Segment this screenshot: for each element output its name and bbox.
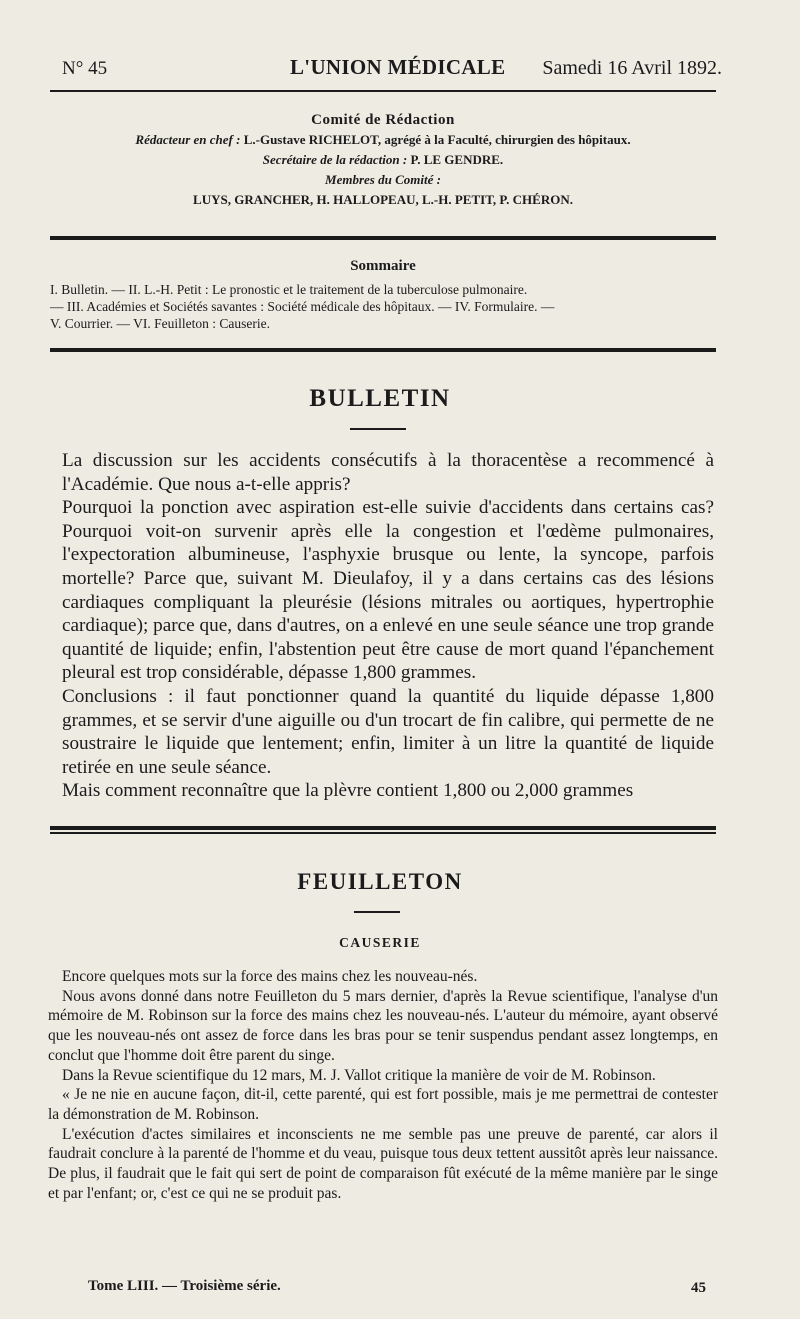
bulletin-paragraph: Pourquoi la ponction avec aspiration est-elle suivie d'accidents dans certains cas? Pourquoi voit-on survenir après elle la congestion et l'œdème pulmonaires, l'expectoration albumineuse, l'asphyxie brusque ou lente, la syncope, parfois mortelle? Parce que, suivant M. Dieulafoy, il y a dans certains cas des lésions cardiaques compliquant la pleurésie (lésions mitrales ou aortiques, hypertrophie cardiaque); parce que, dans d'autres, on a enlevé en une seule séance une trop grande quantité de liquide; enfin, l'abstention peut être cause de mort quand l'épanchement pleural est trop considérable, dépasse 1,800 grammes. <box>62 497 714 684</box>
sommaire-line: I. Bulletin. — II. L.-H. Petit : Le pronostic et le traitement de la tuberculose pulmonaire. <box>50 282 528 297</box>
editor-name: L.-Gustave RICHELOT, agrégé à la Faculté, chirurgien des hôpitaux. <box>243 132 631 147</box>
bulletin-paragraph: La discussion sur les accidents consécutifs à la thoracentèse a recommencé à l'Académie. Que nous a-t-elle appris? <box>62 450 714 495</box>
section-rule <box>50 826 716 830</box>
feuilleton-paragraph: Nous avons donné dans notre Feuilleton du 5 mars dernier, d'après la Revue scientifique, l'analyse d'un mémoire de M. Robinson sur la force des mains chez les nouveau-nés. L'auteur du mémoire, ayant observé que les nouveau-nés ont assez de force dans les bras pour se tenir suspendus pendant assez longtemps, en conclut que l'homme doit être parent du singe. <box>48 987 718 1064</box>
feuilleton-paragraph: « Je ne nie en aucune façon, dit-il, cette parenté, qui est fort possible, mais je me permettrai de contester la démonstration de M. Robinson. <box>48 1086 718 1123</box>
feuilleton-paragraph: L'exécution d'actes similaires et inconscients ne me semble pas une preuve de parenté, car alors il faudrait conclure à la parenté de l'homme et du veau, puisque tous deux tettent aussitôt après leur naissance. De plus, il faudrait que le fait qui sert de point de comparaison fût exécuté de la même manière par le singe et par l'enfant; or, c'est ce qui ne se produit pas. <box>48 1125 718 1202</box>
feuilleton-text <box>48 967 718 1203</box>
editor-role: Rédacteur en chef : <box>135 132 241 147</box>
table-of-contents <box>50 258 716 332</box>
issue-date: Samedi 16 Avril 1892. <box>542 57 722 79</box>
bulletin-text <box>62 449 714 803</box>
members-role: Membres du Comité : <box>325 172 441 187</box>
volume-info: Tome LIII. — Troisième série. <box>88 1278 281 1294</box>
bulletin-paragraph: Conclusions : il faut ponctionner quand la quantité du liquide dépasse 1,800 grammes, et se servir d'une aiguille ou d'un trocart de fin calibre, qui permette de ne soustraire le liquide que lentement; enfin, limiter à un litre la quantité de liquide retirée en une seule séance. <box>62 685 714 778</box>
sommaire-rule <box>50 348 716 352</box>
bulletin-title-rule <box>350 428 406 430</box>
page-header <box>62 52 722 86</box>
secretary-line <box>50 150 716 170</box>
editorial-committee <box>50 110 716 210</box>
section-rule-thin <box>50 832 716 834</box>
page-number: 45 <box>691 1280 706 1296</box>
causerie-heading: CAUSERIE <box>339 935 421 950</box>
bulletin-title: BULLETIN <box>309 385 451 412</box>
secretary-name: P. LE GENDRE. <box>410 152 504 167</box>
page-footer <box>88 1278 706 1302</box>
committee-title: Comité de Rédaction <box>311 112 455 128</box>
journal-title: L'UNION MÉDICALE <box>290 55 506 79</box>
editor-line <box>50 130 716 150</box>
sommaire-title: Sommaire <box>350 258 416 274</box>
bulletin-paragraph: Mais comment reconnaître que la plèvre contient 1,800 ou 2,000 grammes <box>62 780 634 802</box>
feuilleton-paragraph: Dans la Revue scientifique du 12 mars, M. J. Vallot critique la manière de voir de M. Robinson. <box>62 1066 656 1084</box>
issue-number: N° 45 <box>62 58 108 79</box>
committee-rule <box>50 236 716 240</box>
feuilleton-title-rule <box>354 911 400 913</box>
header-rule <box>50 90 716 92</box>
secretary-role: Secrétaire de la rédaction : <box>262 152 408 167</box>
sommaire-line: V. Courrier. — VI. Feuilleton : Causerie. <box>50 316 270 331</box>
sommaire-line: — III. Académies et Sociétés savantes : Société médicale des hôpitaux. — IV. Formulaire. — <box>50 299 555 314</box>
members-names: LUYS, GRANCHER, H. HALLOPEAU, L.-H. PETIT, P. CHÉRON. <box>193 192 573 207</box>
feuilleton-title: FEUILLETON <box>297 869 463 894</box>
feuilleton-paragraph: Encore quelques mots sur la force des mains chez les nouveau-nés. <box>62 968 478 985</box>
